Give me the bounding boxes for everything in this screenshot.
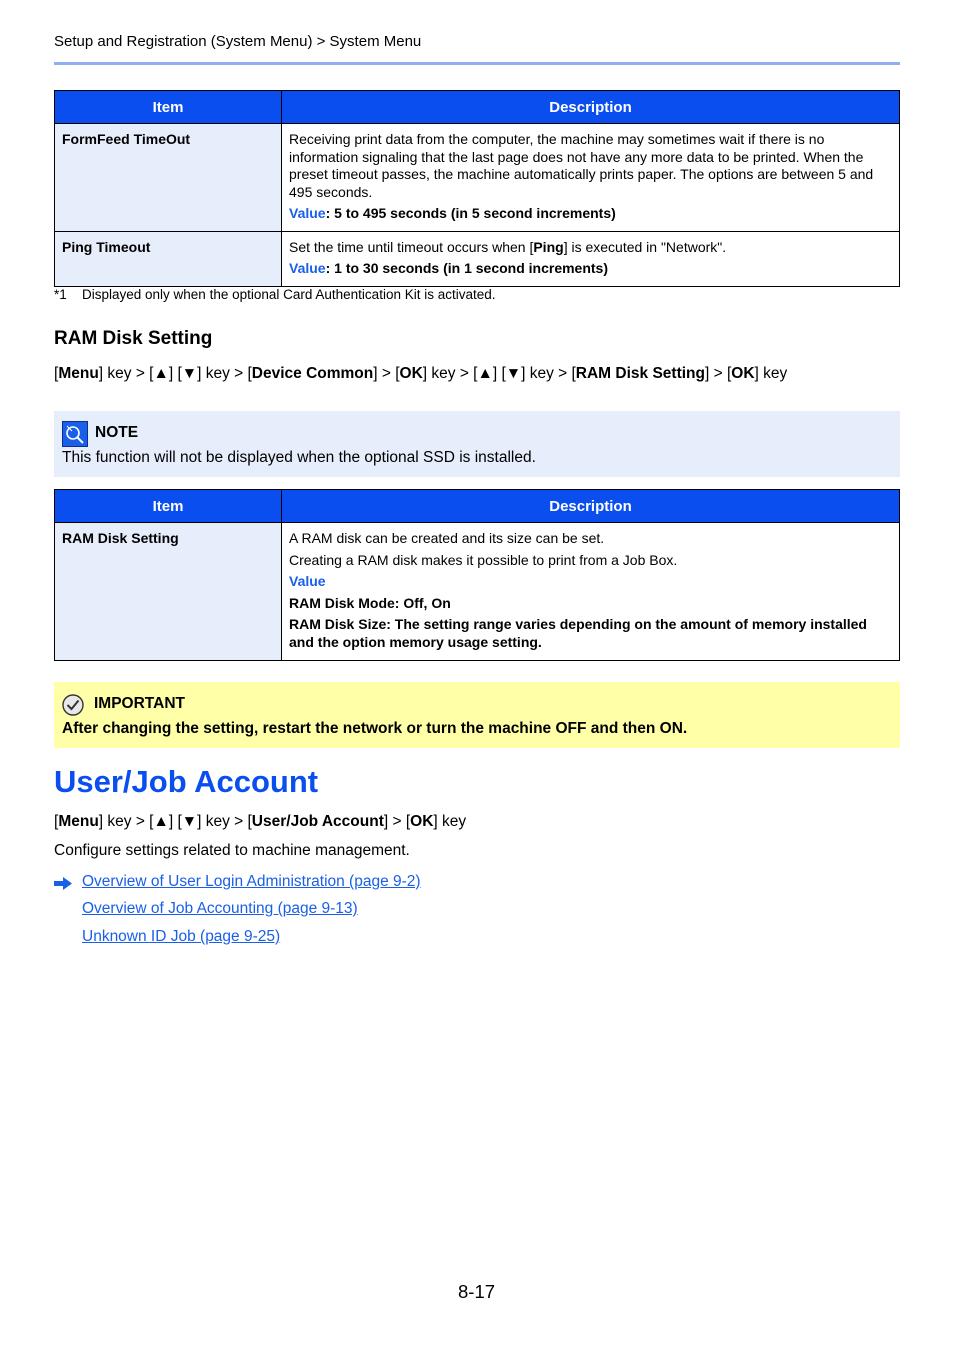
key-name: Device Common <box>251 365 374 382</box>
key-name: OK <box>399 365 423 382</box>
text-fragment: Set the time until timeout occurs when [ <box>289 238 534 255</box>
description-text <box>289 239 892 257</box>
key-name: User/Job Account <box>251 813 384 830</box>
description-text: Creating a RAM disk makes it possible to print from a Job Box. <box>289 551 678 568</box>
key-name: OK <box>410 813 434 830</box>
column-header-item: Item <box>55 490 282 523</box>
value-text: : 1 to 30 seconds (in 1 second increments) <box>325 260 609 276</box>
path-separator: ] key <box>433 813 467 830</box>
important-box <box>54 682 900 748</box>
important-title: IMPORTANT <box>94 695 185 712</box>
item-cell: Ping Timeout <box>55 231 282 286</box>
header-divider <box>54 62 900 65</box>
description-cell <box>282 231 900 286</box>
description-cell <box>282 523 900 661</box>
path-separator: [ <box>54 813 59 830</box>
path-separator: [ <box>54 365 59 382</box>
table-header-row <box>55 91 900 124</box>
value-label: Value <box>289 205 326 221</box>
note-box <box>54 411 900 477</box>
description-cell <box>282 124 900 232</box>
footnote-marker: *1 <box>54 287 67 302</box>
section-heading-user-job-account: User/Job Account <box>54 764 319 799</box>
column-header-description: Description <box>282 490 900 523</box>
key-name: Menu <box>58 365 99 382</box>
settings-table-2 <box>54 489 900 661</box>
table-header-row <box>55 490 900 523</box>
note-text: This function will not be displayed when the optional SSD is installed. <box>62 449 536 466</box>
link-job-accounting[interactable]: Overview of Job Accounting (page 9-13) <box>82 900 358 917</box>
key-name: Menu <box>58 813 99 830</box>
settings-table-1 <box>54 90 900 287</box>
value-text: : 5 to 495 seconds (in 5 second increments) <box>325 205 616 221</box>
note-title: NOTE <box>95 424 139 441</box>
value-size: RAM Disk Size: The setting range varies depending on the amount of memory installed and the option memory usage setting. <box>289 616 867 650</box>
table-row <box>55 523 900 661</box>
path-separator: ] key > [▲] [▼] key > [ <box>98 365 252 382</box>
column-header-description: Description <box>282 91 900 124</box>
description-text: A RAM disk can be created and its size can be set. <box>289 530 605 546</box>
footnote <box>54 287 496 302</box>
breadcrumb: Setup and Registration (System Menu) > System Menu <box>54 33 422 50</box>
description-text: Receiving print data from the computer, the machine may sometimes wait if there is no information signaling that the last page does not have any more data to be printed. When the preset timeout passes, the machine automatically prints paper. The options are between 5 and 495 seconds. <box>289 131 874 200</box>
key-name: OK <box>731 365 755 382</box>
item-cell: FormFeed TimeOut <box>55 124 282 232</box>
note-icon <box>62 421 88 447</box>
path-separator: ] key <box>754 365 788 382</box>
footnote-text: Displayed only when the optional Card Authentication Kit is activated. <box>82 287 496 302</box>
table-row <box>55 231 900 286</box>
menu-path-ram-disk <box>54 365 787 383</box>
section-heading-ram-disk: RAM Disk Setting <box>54 328 213 349</box>
text-fragment: ] is executed in "Network". <box>563 238 727 255</box>
path-separator: ] > [ <box>373 365 400 382</box>
key-name: RAM Disk Setting <box>575 365 705 382</box>
link-user-login-administration[interactable]: Overview of User Login Administration (page 9-2) <box>82 873 421 890</box>
section-description: Configure settings related to machine management. <box>54 842 410 859</box>
link-unknown-id-job[interactable]: Unknown ID Job (page 9-25) <box>82 928 281 945</box>
path-separator: ] > [ <box>704 365 732 382</box>
value-mode: RAM Disk Mode: Off, On <box>289 594 451 611</box>
column-header-item: Item <box>55 91 282 124</box>
item-cell: RAM Disk Setting <box>55 523 282 661</box>
important-text: After changing the setting, restart the network or turn the machine OFF and then ON. <box>62 720 688 737</box>
value-line <box>289 205 892 223</box>
value-label: Value <box>289 573 326 589</box>
page-number: 8-17 <box>458 1281 496 1302</box>
menu-path-user-job-account <box>54 813 466 831</box>
table-row <box>55 124 900 232</box>
path-separator: ] key > [▲] [▼] key > [ <box>422 365 576 382</box>
path-separator: ] key > [▲] [▼] key > [ <box>98 813 252 830</box>
value-line <box>289 260 892 278</box>
arrow-right-icon <box>54 877 72 890</box>
path-separator: ] > [ <box>383 813 411 830</box>
value-label: Value <box>289 260 326 276</box>
checkmark-circle-icon <box>62 694 84 716</box>
key-name: Ping <box>533 238 564 255</box>
